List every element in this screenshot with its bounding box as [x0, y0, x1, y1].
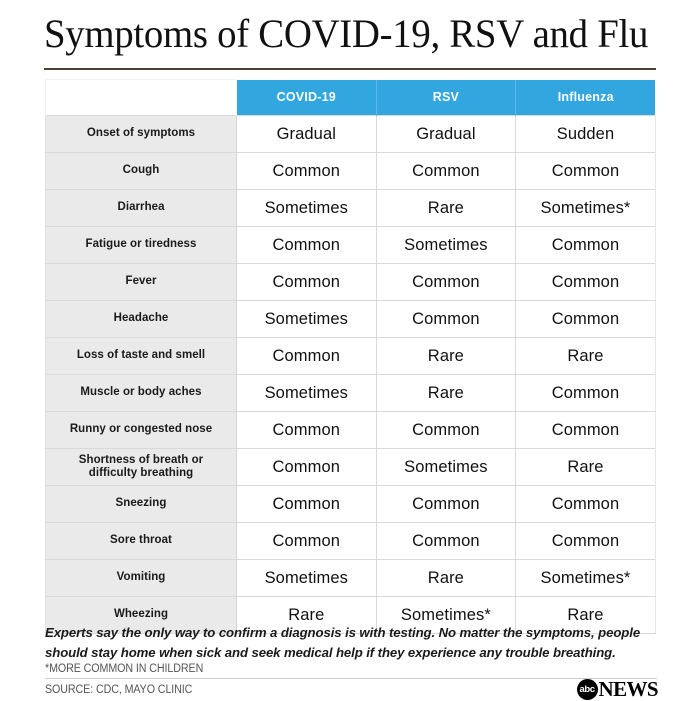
cell-influenza: Common — [516, 301, 656, 338]
cell-rsv: Common — [376, 153, 516, 190]
caption-text: Experts say the only way to confirm a diagnosis is with testing. No matter the symptoms, people should stay home when sick and seek medical help if they experience any trouble breathing. — [45, 625, 641, 660]
source-text: SOURCE: CDC, MAYO CLINIC — [45, 684, 193, 696]
cell-covid19: Rare — [237, 597, 377, 634]
news-wordmark: NEWS — [598, 677, 658, 701]
row-label: Headache — [46, 301, 237, 338]
cell-influenza: Sometimes* — [516, 560, 656, 597]
cell-influenza: Common — [516, 227, 656, 264]
cell-rsv: Sometimes* — [376, 597, 516, 634]
cell-rsv: Rare — [376, 375, 516, 412]
cell-covid19: Sometimes — [237, 560, 377, 597]
table-row — [46, 449, 656, 486]
row-label: Wheezing — [46, 597, 237, 634]
cell-rsv: Common — [376, 264, 516, 301]
cell-influenza: Rare — [516, 449, 656, 486]
cell-influenza: Rare — [516, 338, 656, 375]
table-row — [46, 190, 656, 227]
row-label: Loss of taste and smell — [46, 338, 237, 375]
row-label — [46, 449, 237, 486]
symptoms-table-container — [45, 79, 655, 634]
cell-covid19: Common — [237, 486, 377, 523]
row-label: Cough — [46, 153, 237, 190]
table-corner-cell — [46, 80, 237, 116]
page-title: Symptoms of COVID-19, RSV and Flu — [44, 11, 649, 56]
table-row — [46, 523, 656, 560]
cell-rsv: Sometimes — [376, 449, 516, 486]
cell-covid19: Common — [237, 523, 377, 560]
cell-influenza: Rare — [516, 597, 656, 634]
table-row — [46, 560, 656, 597]
table-row — [46, 301, 656, 338]
table-header-row — [46, 80, 656, 116]
column-header-influenza: Influenza — [516, 80, 656, 116]
cell-covid19: Common — [237, 412, 377, 449]
footer-divider — [45, 678, 657, 679]
cell-covid19: Common — [237, 264, 377, 301]
cell-influenza: Sometimes* — [516, 190, 656, 227]
row-label: Runny or congested nose — [46, 412, 237, 449]
cell-influenza: Common — [516, 153, 656, 190]
cell-covid19: Common — [237, 153, 377, 190]
row-label: Sore throat — [46, 523, 237, 560]
cell-rsv: Rare — [376, 190, 516, 227]
cell-covid19: Common — [237, 227, 377, 264]
cell-influenza: Sudden — [516, 116, 656, 153]
table-row — [46, 486, 656, 523]
cell-covid19: Sometimes — [237, 190, 377, 227]
cell-covid19: Common — [237, 449, 377, 486]
row-label: Onset of symptoms — [46, 116, 237, 153]
cell-rsv: Gradual — [376, 116, 516, 153]
row-label: Fatigue or tiredness — [46, 227, 237, 264]
cell-covid19: Gradual — [237, 116, 377, 153]
table-row — [46, 375, 656, 412]
footnote-text: *MORE COMMON IN CHILDREN — [45, 663, 204, 675]
symptoms-table — [45, 79, 656, 634]
cell-rsv: Rare — [376, 338, 516, 375]
cell-rsv: Common — [376, 523, 516, 560]
cell-influenza: Common — [516, 375, 656, 412]
table-row — [46, 116, 656, 153]
row-label: Sneezing — [46, 486, 237, 523]
table-row — [46, 338, 656, 375]
title-divider — [44, 68, 656, 70]
column-header-rsv: RSV — [376, 80, 516, 116]
cell-rsv: Common — [376, 486, 516, 523]
cell-influenza: Common — [516, 523, 656, 560]
cell-rsv: Rare — [376, 560, 516, 597]
row-label-line2: difficulty breathing — [88, 467, 194, 479]
row-label: Muscle or body aches — [46, 375, 237, 412]
abc-circle-icon: abc — [577, 679, 598, 700]
cell-covid19: Sometimes — [237, 375, 377, 412]
table-row — [46, 227, 656, 264]
row-label-line1: Shortness of breath or — [78, 453, 204, 466]
cell-influenza: Common — [516, 412, 656, 449]
cell-covid19: Sometimes — [237, 301, 377, 338]
cell-rsv: Common — [376, 412, 516, 449]
cell-covid19: Common — [237, 338, 377, 375]
cell-rsv: Sometimes — [376, 227, 516, 264]
row-label: Fever — [46, 264, 237, 301]
column-header-covid19: COVID-19 — [237, 80, 377, 116]
table-body — [46, 116, 656, 634]
cell-rsv: Common — [376, 301, 516, 338]
cell-influenza: Common — [516, 486, 656, 523]
table-row — [46, 412, 656, 449]
abc-news-logo — [577, 679, 658, 700]
cell-influenza: Common — [516, 264, 656, 301]
table-row — [46, 153, 656, 190]
table-header — [46, 80, 656, 116]
table-row — [46, 264, 656, 301]
row-label: Diarrhea — [46, 190, 237, 227]
row-label: Vomiting — [46, 560, 237, 597]
